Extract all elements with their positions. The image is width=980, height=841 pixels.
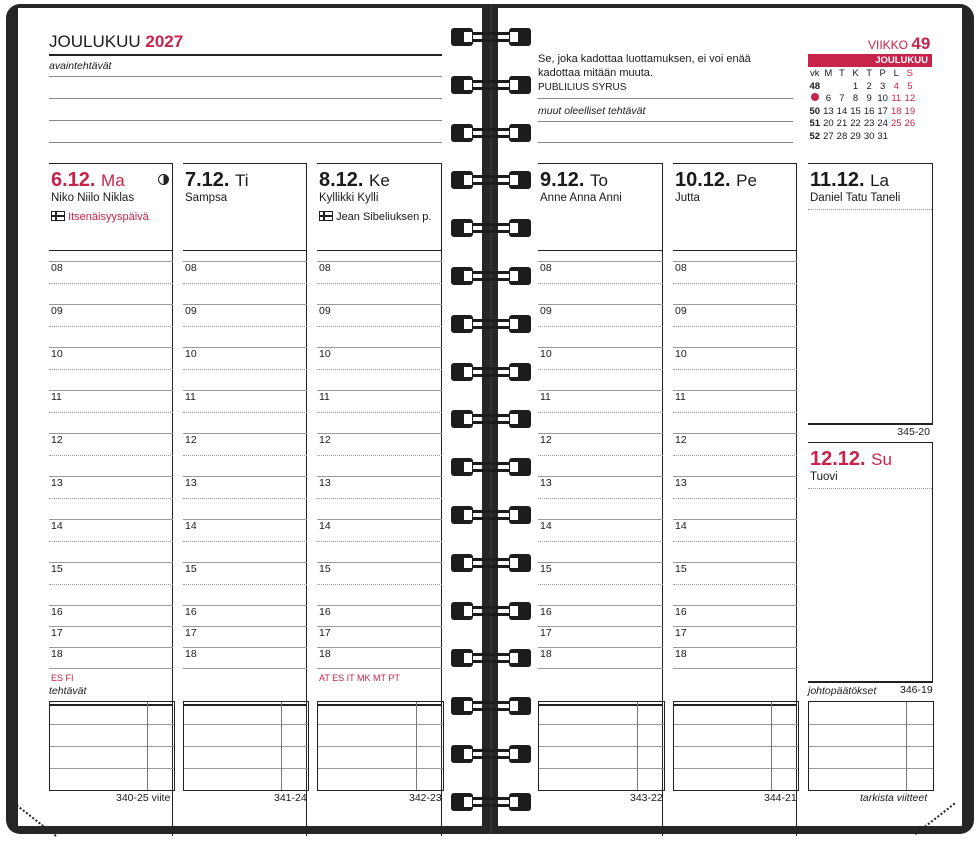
name-days: Anne Anna Anni [540,192,622,204]
mini-cal-cell: 12 [904,93,916,104]
binding-ring [451,456,531,478]
mini-cal-cell: 25 [890,118,902,129]
tasks-box-fri [673,701,799,791]
hour-label: 18 [185,648,197,660]
hour-label: 10 [675,348,687,360]
binding-ring [451,122,531,144]
hour-label: 09 [185,305,197,317]
hour-label: 12 [319,434,331,446]
decisions-box [808,701,934,791]
mini-cal-cell: 4 [893,80,899,92]
mini-cal-cell: 3 [880,80,886,92]
hour-label: 15 [675,563,687,575]
binding-ring [451,791,531,813]
hour-label: 11 [51,391,62,403]
mini-cal-cell: 13 [823,105,834,117]
binding-ring [451,217,531,239]
hour-label: 08 [185,262,197,274]
binding-ring [451,743,531,765]
binding-ring [451,600,531,622]
mini-cal-cell: 16 [863,105,875,117]
page-number: 340-25 viite [116,792,171,804]
hour-label: 15 [51,563,63,575]
right-page: Se, joka kadottaa luottamuksen, ei voi enää kadottaa mitään muuta. PUBLILIUS SYRUS muut oleelliset tehtävät VIIKKO 49 JOULUKUU vk M T K T P L S 48 1 2 3 4 5 6 7 8 9 10 11 12 50 13 14 15 16 17 18 19 51 20 21 22 23 24 25 26 52 27 28 29 30 31 9.12. To Anne Anna Anni 08 09 10 11 12 13 14 15 16 17 18 10.12. Pe Jutta 08 09 10 11 12 13 14 15 16 17 18 11.12. La Daniel Tatu Taneli 345-20 12.12. Su Tuovi johtopäätökset 346-19 343-22 344-21 tarkista viitteet [498,8,962,826]
hour-label: 13 [675,477,687,489]
hour-label: 14 [185,520,197,532]
mini-cal-cell: 24 [877,118,888,129]
hour-label: 08 [51,262,63,274]
mini-cal-cell: 18 [890,105,902,117]
binding-ring [451,504,531,526]
mini-cal-cell: 30 [863,130,875,142]
mini-cal-cell [903,131,917,144]
binding-ring [451,552,531,574]
hour-label: 16 [319,606,331,618]
hour-label: 15 [319,563,331,575]
hour-label: 13 [185,477,197,489]
mini-calendar [808,54,932,143]
mini-cal-cell: 51 [809,118,821,129]
hour-label: 14 [319,520,331,532]
moon-phase-icon [158,174,169,185]
mini-cal-cell: 31 [877,130,888,142]
mini-cal-cell [889,131,903,144]
flag-day-label: Jean Sibeliuksen p. [336,211,432,223]
hour-label: 10 [319,348,331,360]
quote-author: PUBLILIUS SYRUS [538,82,627,93]
binding-ring [451,647,531,669]
mini-cal-cell: 26 [904,118,916,129]
hour-label: 10 [540,348,552,360]
hour-label: 18 [51,648,63,660]
mini-cal-cell: 7 [839,93,845,104]
hour-label: 12 [540,434,552,446]
left-page: JOULUKUU 2027 avaintehtävät 6.12. Ma Niko Niilo Niklas Itsenäisyyspäivä ES FI 08 09 10 11 12 13 14 15 16 17 18 7.12. Ti Sampsa 08 09 10 11 12 13 14 15 16 17 18 8.12. Ke Kyllikki Kylli Jean Sibeliuksen p. AT ES IT MK MT PT 08 09 10 11 12 13 14 15 16 17 18 tehtävät 340-25 viite 341-24 342-23 [18,8,482,826]
hour-label: 17 [675,627,687,639]
hour-label: 16 [185,606,197,618]
tasks-box-mon [49,701,175,791]
mini-cal-header: M [824,68,833,79]
day-column-sun: 12.12. Su Tuovi [808,442,933,683]
week-number: VIIKKO 49 [868,34,931,53]
tasks-label: tehtävät [49,685,87,697]
month-title: JOULUKUU 2027 [49,32,184,51]
flag-countries: AT ES IT MK MT PT [319,673,400,683]
binding-ring [451,361,531,383]
holiday-label: Itsenäisyyspäivä [68,211,149,223]
tasks-box-tue [183,701,309,791]
name-days: Sampsa [185,192,228,204]
decisions-label: johtopäätökset [808,685,877,697]
hour-label: 17 [51,627,63,639]
page-number: 345-20 [897,426,930,438]
hour-label: 12 [675,434,687,446]
binding-ring [451,408,531,430]
hour-label: 13 [51,477,63,489]
mini-cal-header: T [839,68,845,79]
year: 2027 [145,32,184,51]
mini-cal-header: P [879,68,886,79]
mini-cal-cell: 2 [866,80,872,92]
page-number: 344-21 [764,792,797,804]
mini-cal-cell: 8 [852,93,859,104]
hour-label: 08 [540,262,552,274]
mini-cal-cell: 27 [823,130,834,142]
mini-cal-cell: 17 [877,105,888,117]
hour-label: 14 [675,520,687,532]
tasks-box-thu [538,701,665,791]
name-days: Kyllikki Kylli [319,192,379,204]
page-number: 341-24 [274,792,307,804]
tasks-box-wed [317,701,444,791]
check-references-label: tarkista viitteet [860,792,928,804]
mini-cal-cell: 22 [850,118,861,129]
mini-cal-cell: 52 [809,130,821,142]
mini-cal-cell: 21 [836,118,848,129]
binding-ring [451,265,531,287]
mini-cal-cell: 29 [850,130,861,142]
hour-label: 11 [319,391,330,403]
mini-cal-cell: 19 [904,105,916,117]
binding-ring [451,313,531,335]
hour-label: 13 [319,477,331,489]
other-tasks-label: muut oleelliset tehtävät [538,105,646,117]
hour-label: 14 [540,520,552,532]
hour-label: 18 [675,648,687,660]
mini-calendar-title: JOULUKUU [808,54,932,67]
mini-cal-cell: 50 [809,105,821,117]
quote: Se, joka kadottaa luottamuksen, ei voi enää kadottaa mitään muuta. [538,53,751,79]
name-days: Jutta [675,192,700,204]
mini-cal-cell [835,81,849,94]
mini-cal-cell: 28 [836,130,848,142]
hour-label: 11 [675,391,686,403]
mini-cal-cell: 5 [907,80,913,92]
mini-cal-cell: 6 [825,93,832,104]
day-column-sat: 11.12. La Daniel Tatu Taneli 345-20 [808,163,933,424]
mini-cal-cell: 48 [809,80,821,92]
hour-label: 16 [51,606,63,618]
mini-cal-cell: 23 [863,118,875,129]
hour-label: 08 [319,262,331,274]
hour-label: 09 [51,305,63,317]
current-week-dot [811,93,819,101]
finnish-flag-icon [51,211,65,221]
mini-cal-header: vk [810,68,820,79]
hour-label: 17 [540,627,552,639]
page-number: 346-19 [900,684,933,696]
binding-ring [451,169,531,191]
hour-label: 16 [675,606,687,618]
hour-label: 16 [540,606,552,618]
hour-label: 13 [540,477,552,489]
hour-label: 15 [185,563,197,575]
hour-label: 17 [185,627,197,639]
hour-label: 14 [51,520,63,532]
name-days: Niko Niilo Niklas [51,192,135,204]
mini-cal-cell: 10 [877,93,888,104]
mini-cal-cell: 15 [850,105,861,117]
mini-cal-header: T [866,68,872,79]
hour-label: 09 [540,305,552,317]
hour-label: 08 [675,262,687,274]
hour-label: 09 [675,305,687,317]
hour-label: 10 [51,348,63,360]
mini-cal-header: S [906,68,913,79]
hour-label: 10 [185,348,197,360]
mini-cal-header: K [852,68,859,79]
mini-cal-cell: 1 [852,80,859,92]
name-days: Tuovi [810,471,838,483]
page-number: 342-23 [409,792,442,804]
hour-label: 11 [185,391,196,403]
mini-cal-cell: 20 [823,118,834,129]
mini-cal-cell: 14 [836,105,848,117]
binding-ring [451,26,531,48]
mini-cal-cell [808,93,822,106]
hour-label: 17 [319,627,331,639]
mini-cal-cell: 11 [891,93,902,104]
binding-ring [451,695,531,717]
hour-label: 18 [319,648,331,660]
hour-label: 12 [51,434,63,446]
hour-label: 15 [540,563,552,575]
binding-ring [451,74,531,96]
hour-label: 18 [540,648,552,660]
mini-cal-header: L [893,68,899,79]
finnish-flag-icon [319,211,333,221]
hour-label: 12 [185,434,197,446]
hour-label: 11 [540,391,551,403]
name-days: Daniel Tatu Taneli [810,192,901,204]
hour-label: 09 [319,305,331,317]
mini-cal-cell: 9 [866,93,872,104]
flag-countries: ES FI [51,673,74,683]
key-tasks-label: avaintehtävät [49,60,112,72]
page-number: 343-22 [630,792,663,804]
